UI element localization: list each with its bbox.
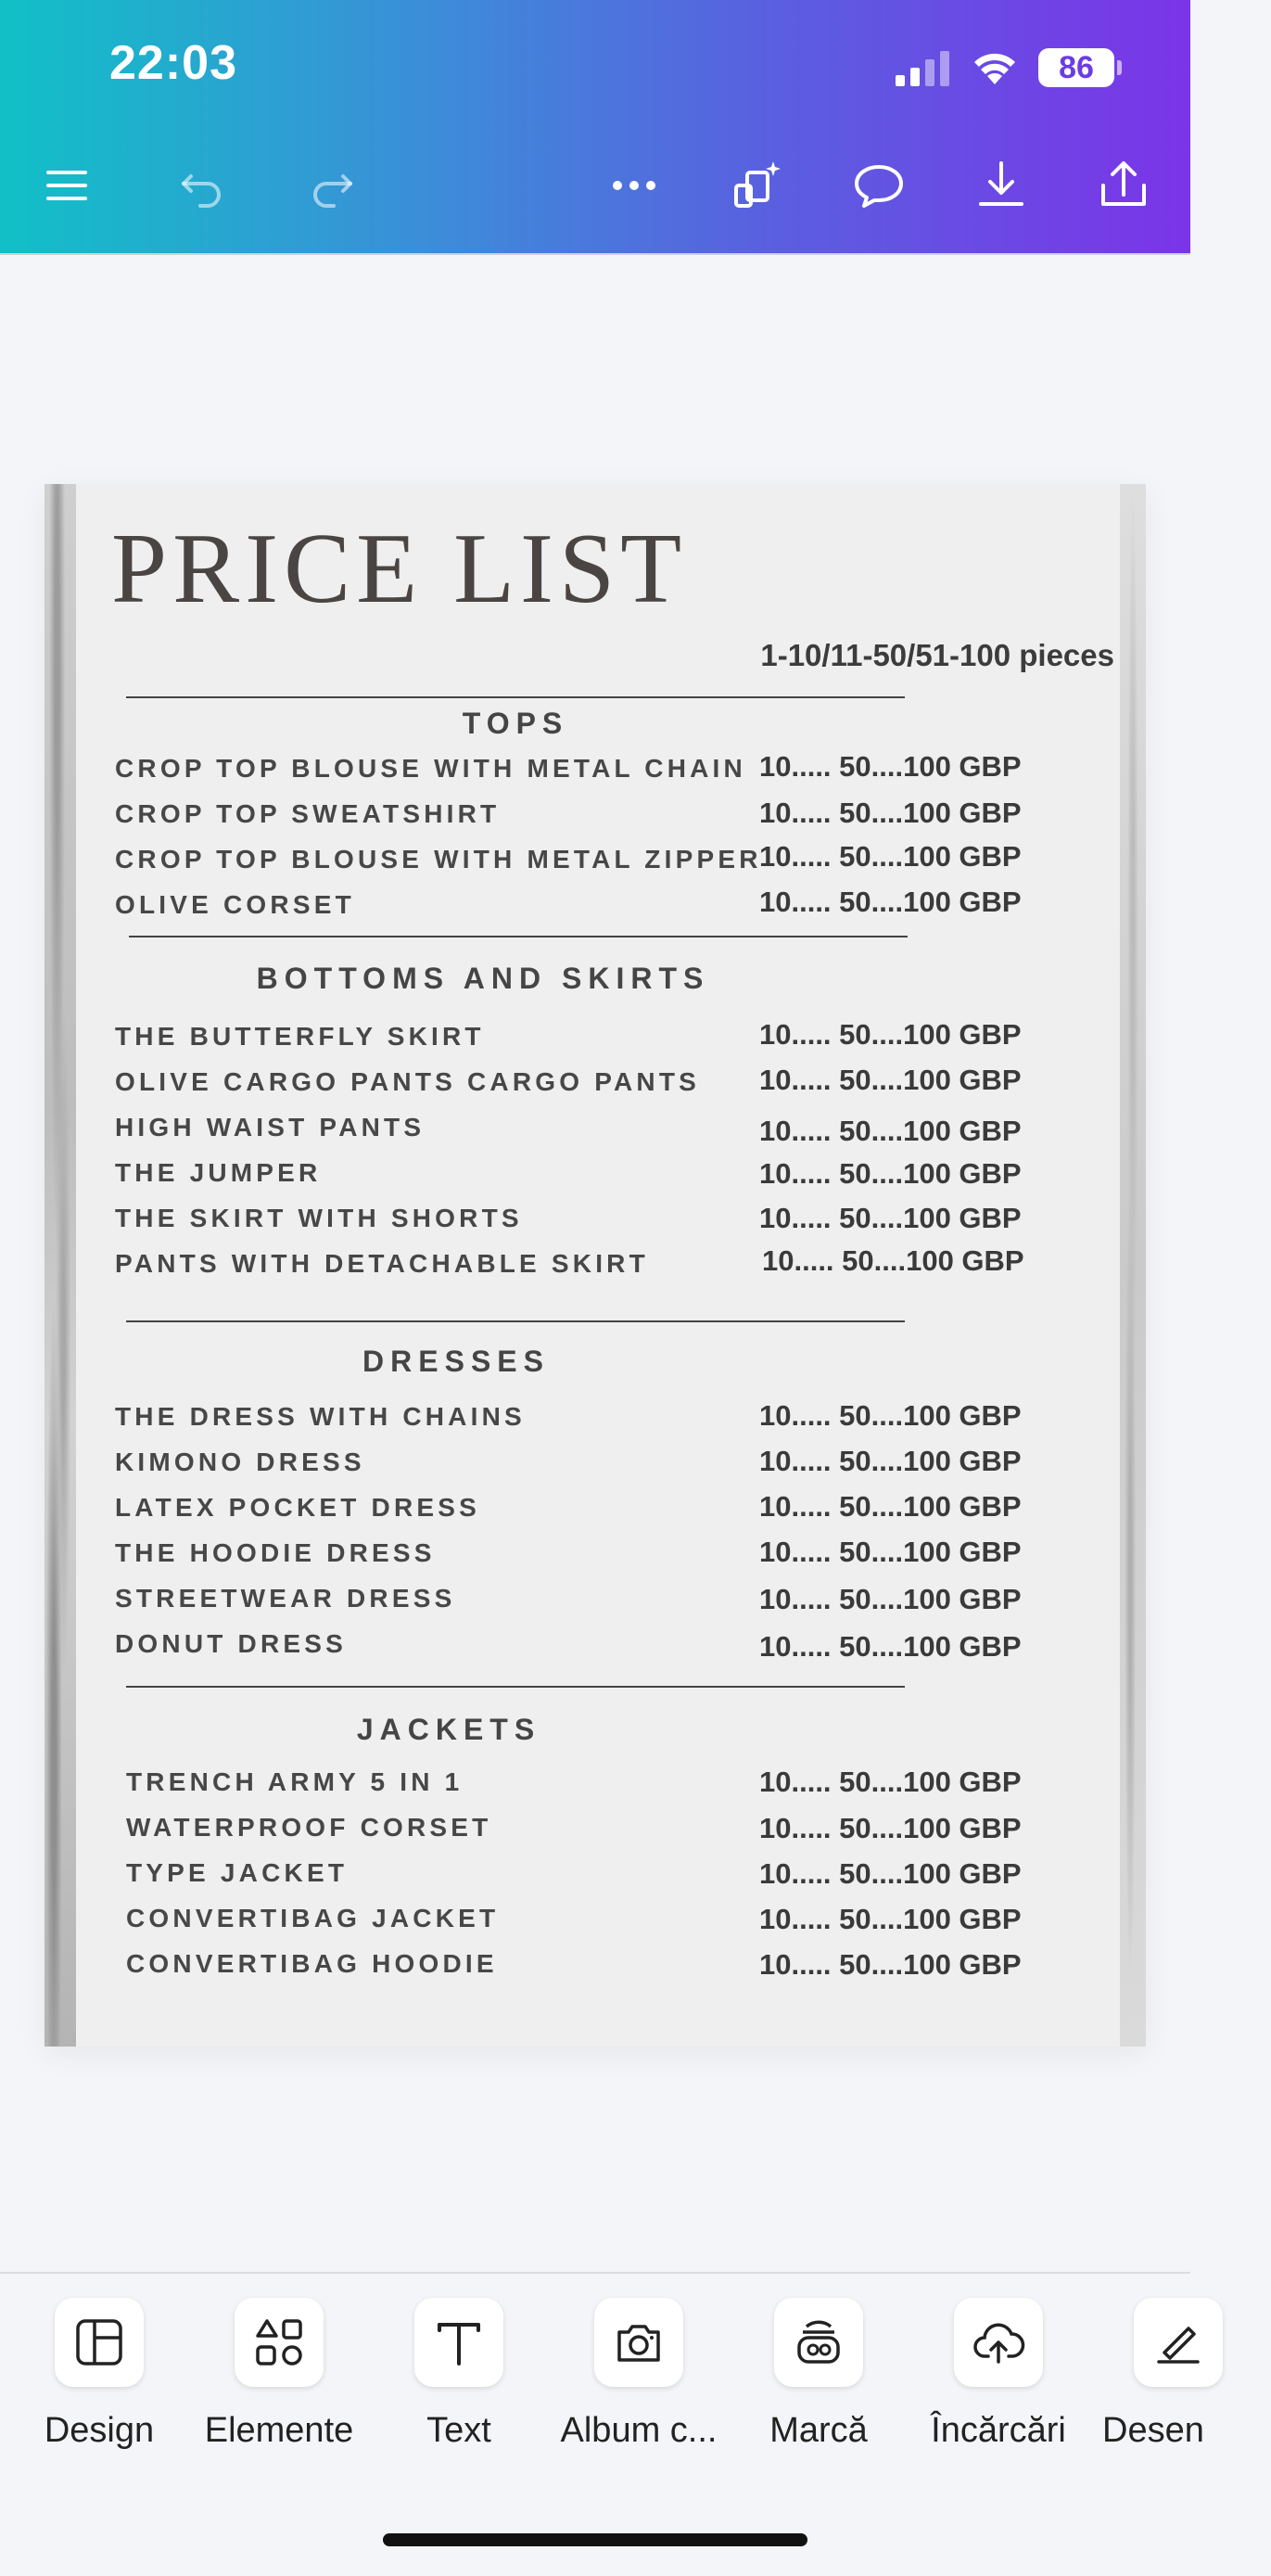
item-name[interactable]: OLIVE CORSET xyxy=(115,890,355,919)
redo-button[interactable] xyxy=(295,148,369,223)
comment-icon xyxy=(851,158,907,213)
item-name[interactable]: CROP TOP BLOUSE WITH METAL CHAIN xyxy=(115,754,746,783)
item-price[interactable]: 10..... 50....100 GBP xyxy=(759,1064,1022,1096)
tool-camera-box xyxy=(594,2298,683,2387)
tools-tray xyxy=(0,2272,1204,2576)
status-time: 22:03 xyxy=(109,36,237,90)
tool-label: Text xyxy=(426,2411,491,2450)
more-icon xyxy=(606,158,662,213)
status-indicators xyxy=(894,45,1114,91)
section-title-tops[interactable]: TOPS xyxy=(462,707,569,740)
item-name[interactable]: THE BUTTERFLY SKIRT xyxy=(115,1022,485,1051)
item-price[interactable]: 10..... 50....100 GBP xyxy=(759,1115,1022,1147)
tool-design-box xyxy=(55,2298,144,2387)
item-price[interactable]: 10..... 50....100 GBP xyxy=(759,1903,1022,1935)
draw-icon xyxy=(1151,2315,1205,2369)
item-name[interactable]: WATERPROOF CORSET xyxy=(126,1813,492,1842)
top-bar xyxy=(0,0,1190,255)
tool-label: Desen xyxy=(1102,2411,1204,2450)
home-indicator xyxy=(383,2533,807,2546)
item-price[interactable]: 10..... 50....100 GBP xyxy=(759,1490,1022,1523)
redo-icon xyxy=(304,158,360,213)
share-icon xyxy=(1096,158,1151,213)
section-divider xyxy=(126,1686,905,1688)
tool-text-box xyxy=(414,2298,503,2387)
item-name[interactable]: HIGH WAIST PANTS xyxy=(115,1113,426,1141)
item-name[interactable]: TYPE JACKET xyxy=(126,1858,349,1887)
marble-border-left xyxy=(44,484,76,2047)
share-button[interactable] xyxy=(1087,148,1161,223)
item-name[interactable]: DONUT DRESS xyxy=(115,1629,347,1658)
tool-uploads-box xyxy=(954,2298,1043,2387)
tool-elements[interactable] xyxy=(186,2298,372,2455)
tool-text[interactable] xyxy=(366,2298,552,2455)
item-name[interactable]: THE SKIRT WITH SHORTS xyxy=(115,1204,523,1232)
item-price[interactable]: 10..... 50....100 GBP xyxy=(759,1202,1022,1234)
item-price[interactable]: 10..... 50....100 GBP xyxy=(759,840,1022,873)
item-name[interactable]: OLIVE CARGO PANTS CARGO PANTS xyxy=(115,1067,701,1096)
item-name[interactable]: KIMONO DRESS xyxy=(115,1447,365,1476)
tool-brand[interactable] xyxy=(726,2298,911,2455)
item-name[interactable]: CONVERTIBAG JACKET xyxy=(126,1904,500,1932)
menu-icon xyxy=(39,158,95,213)
section-divider xyxy=(129,936,908,937)
marble-border-right xyxy=(1120,484,1146,2047)
item-price[interactable]: 10..... 50....100 GBP xyxy=(759,1018,1022,1051)
tool-label: Elemente xyxy=(204,2411,354,2450)
item-name[interactable]: THE HOODIE DRESS xyxy=(115,1538,436,1567)
price-list-title[interactable]: PRICE LIST xyxy=(111,514,688,624)
battery-icon xyxy=(1038,48,1114,87)
text-icon xyxy=(432,2315,486,2369)
section-title-jackets[interactable]: JACKETS xyxy=(356,1713,541,1746)
item-price[interactable]: 10..... 50....100 GBP xyxy=(759,1536,1022,1568)
item-name[interactable]: TRENCH ARMY 5 IN 1 xyxy=(126,1767,464,1796)
section-divider xyxy=(126,696,905,698)
elements-icon xyxy=(252,2315,306,2369)
undo-icon xyxy=(174,158,230,213)
item-price[interactable]: 10..... 50....100 GBP xyxy=(759,1399,1022,1432)
camera-icon xyxy=(612,2315,666,2369)
item-price[interactable]: 10..... 50....100 GBP xyxy=(759,1583,1022,1615)
cellular-signal-icon xyxy=(894,49,951,86)
battery-level: 86 xyxy=(1059,49,1094,85)
item-price[interactable]: 10..... 50....100 GBP xyxy=(759,797,1022,829)
quantity-tiers-label[interactable]: 1-10/11-50/51-100 pieces xyxy=(760,638,1114,672)
item-name[interactable]: THE DRESS WITH CHAINS xyxy=(115,1402,526,1431)
item-name[interactable]: CONVERTIBAG HOODIE xyxy=(126,1949,498,1978)
magic-resize-button[interactable] xyxy=(719,148,794,223)
item-price[interactable]: 10..... 50....100 GBP xyxy=(759,1948,1022,1981)
tool-label: Marcă xyxy=(769,2411,868,2450)
item-name[interactable]: CROP TOP SWEATSHIRT xyxy=(115,799,501,828)
undo-button[interactable] xyxy=(165,148,239,223)
tool-design[interactable] xyxy=(6,2298,192,2455)
tool-brand-box xyxy=(774,2298,863,2387)
comment-button[interactable] xyxy=(842,148,916,223)
item-price[interactable]: 10..... 50....100 GBP xyxy=(759,886,1022,918)
item-name[interactable]: CROP TOP BLOUSE WITH METAL ZIPPER xyxy=(115,845,762,874)
item-name[interactable]: STREETWEAR DRESS xyxy=(115,1584,456,1613)
item-price[interactable]: 10..... 50....100 GBP xyxy=(759,1812,1022,1844)
item-name[interactable]: THE JUMPER xyxy=(115,1158,322,1187)
download-button[interactable] xyxy=(964,148,1038,223)
section-title-dresses[interactable]: DRESSES xyxy=(362,1345,550,1378)
item-price[interactable]: 10..... 50....100 GBP xyxy=(759,1766,1022,1798)
upload-cloud-icon xyxy=(972,2315,1025,2369)
tool-draw-box xyxy=(1134,2298,1223,2387)
download-icon xyxy=(973,158,1029,213)
item-price[interactable]: 10..... 50....100 GBP xyxy=(762,1244,1024,1277)
tool-elements-box xyxy=(235,2298,324,2387)
magic-resize-icon xyxy=(729,158,784,213)
section-title-bottoms[interactable]: BOTTOMS AND SKIRTS xyxy=(256,962,710,995)
tool-camera-roll[interactable] xyxy=(546,2298,731,2455)
item-name[interactable]: PANTS WITH DETACHABLE SKIRT xyxy=(115,1249,649,1278)
tool-label: Design xyxy=(44,2411,155,2450)
item-name[interactable]: LATEX POCKET DRESS xyxy=(115,1493,481,1522)
tool-label: Încărcări xyxy=(931,2411,1066,2450)
item-price[interactable]: 10..... 50....100 GBP xyxy=(759,1630,1022,1663)
item-price[interactable]: 10..... 50....100 GBP xyxy=(759,1157,1022,1190)
design-page[interactable] xyxy=(44,484,1146,2047)
tool-label: Album c... xyxy=(560,2411,718,2450)
item-price[interactable]: 10..... 50....100 GBP xyxy=(759,1445,1022,1477)
section-divider xyxy=(126,1320,905,1322)
item-price[interactable]: 10..... 50....100 GBP xyxy=(759,1857,1022,1890)
tool-uploads[interactable] xyxy=(906,2298,1091,2455)
item-price[interactable]: 10..... 50....100 GBP xyxy=(759,750,1022,783)
more-button[interactable] xyxy=(597,148,671,223)
design-icon xyxy=(72,2315,126,2369)
brand-icon xyxy=(792,2315,845,2369)
tool-draw[interactable] xyxy=(1086,2298,1271,2455)
wifi-icon xyxy=(972,49,1018,86)
menu-button[interactable] xyxy=(30,148,104,223)
